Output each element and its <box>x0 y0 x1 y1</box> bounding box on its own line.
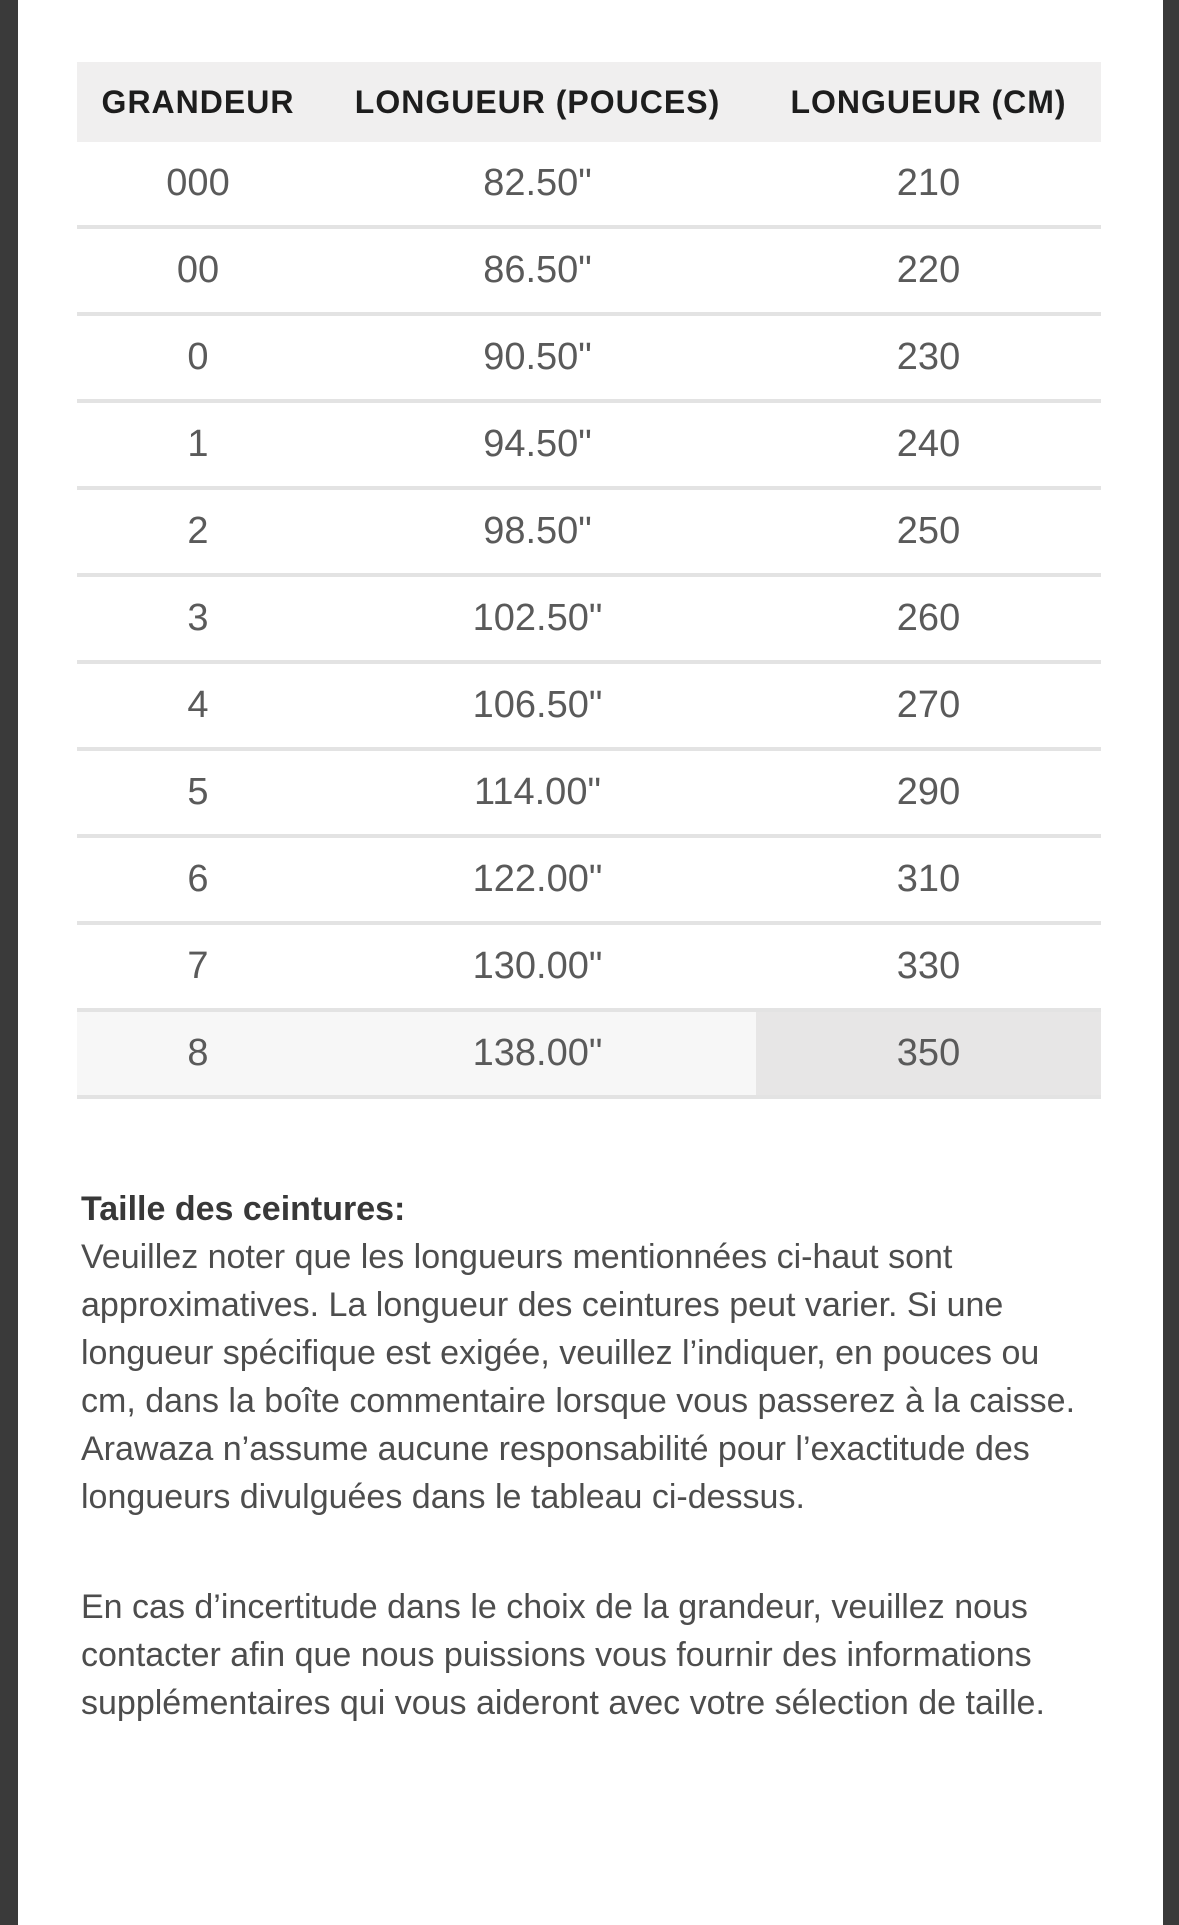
size-cell[interactable]: 240 <box>756 401 1101 488</box>
screen-edge-left <box>0 0 18 1925</box>
size-cell[interactable]: 350 <box>756 1010 1101 1097</box>
size-row-5[interactable] <box>77 749 1101 836</box>
header-row <box>77 62 1101 142</box>
size-table-body <box>77 142 1101 1097</box>
size-cell[interactable]: 82.50" <box>483 162 592 204</box>
size-cell[interactable]: 330 <box>756 923 1101 1010</box>
size-row-0[interactable] <box>77 314 1101 401</box>
size-cell[interactable]: 94.50" <box>319 401 756 488</box>
size-row-1[interactable] <box>77 401 1101 488</box>
column-header-longueur-cm: LONGUEUR (CM) <box>756 62 1101 142</box>
column-header-longueur-pouces: LONGUEUR (POUCES) <box>319 62 756 142</box>
notes-paragraph-2: En cas d’incertitude dans le choix de la grandeur, veuillez nous contacter afin que nous puissions vous fournir des informations supplémentaires qui vous aideront avec votre sélection de taille. <box>81 1588 1045 1722</box>
size-cell[interactable]: 290 <box>756 749 1101 836</box>
size-cell[interactable]: 3 <box>77 575 319 662</box>
size-cell[interactable]: 90.50" <box>319 314 756 401</box>
size-row-3[interactable] <box>77 575 1101 662</box>
size-cell[interactable]: 102.50" <box>319 575 756 662</box>
size-row-000[interactable] <box>77 142 1101 227</box>
size-cell[interactable]: 2 <box>77 488 319 575</box>
size-row-7[interactable] <box>77 923 1101 1010</box>
size-row-4[interactable] <box>77 662 1101 749</box>
screen-edge-right <box>1163 0 1179 1925</box>
size-cell[interactable]: 130.00" <box>319 923 756 1010</box>
size-cell[interactable]: 86.50" <box>319 227 756 314</box>
size-cell[interactable]: 310 <box>756 836 1101 923</box>
column-header-grandeur: GRANDEUR <box>77 62 319 142</box>
size-row-6[interactable] <box>77 836 1101 923</box>
belt-size-table <box>77 62 1101 1099</box>
size-row-00[interactable] <box>77 227 1101 314</box>
size-cell[interactable]: 220 <box>756 227 1101 314</box>
size-cell[interactable]: 270 <box>756 662 1101 749</box>
size-cell[interactable]: 260 <box>756 575 1101 662</box>
size-cell[interactable]: 230 <box>756 314 1101 401</box>
size-cell[interactable]: 4 <box>77 662 319 749</box>
size-chart-section <box>77 62 1101 1727</box>
notes-heading: Taille des ceintures: <box>81 1190 406 1228</box>
size-cell[interactable]: 138.00" <box>319 1010 756 1097</box>
size-cell[interactable]: 98.50" <box>319 488 756 575</box>
size-cell[interactable]: 114.00" <box>319 749 756 836</box>
size-cell[interactable]: 7 <box>77 923 319 1010</box>
notes-paragraph-1: Veuillez noter que les longueurs mentionnées ci-haut sont approximatives. La longueur des ceintures peut varier. Si une longueur spécifique est exigée, veuillez l’indiquer, en pouces ou cm, dans la boîte commentaire lorsque vous passerez à la caisse. Arawaza n’assume aucune responsabilité pour l’exactitude des longueurs divulguées dans le tableau ci-dessus. <box>81 1238 1076 1516</box>
size-row-2[interactable] <box>77 488 1101 575</box>
size-cell[interactable]: 210 <box>896 162 961 204</box>
size-cell[interactable]: 00 <box>77 227 319 314</box>
size-cell[interactable]: 106.50" <box>319 662 756 749</box>
notes-paragraph-1-wrap <box>81 1185 1093 1521</box>
size-cell[interactable]: 6 <box>77 836 319 923</box>
size-row-8[interactable] <box>77 1010 1101 1097</box>
size-cell[interactable]: 0 <box>77 314 319 401</box>
size-cell[interactable]: 5 <box>77 749 319 836</box>
size-cell[interactable]: 1 <box>77 401 319 488</box>
size-cell[interactable]: 000 <box>166 162 230 204</box>
size-cell[interactable]: 250 <box>756 488 1101 575</box>
size-cell[interactable]: 8 <box>77 1010 319 1097</box>
belt-size-notes <box>81 1185 1093 1727</box>
size-cell[interactable]: 122.00" <box>319 836 756 923</box>
size-table-header <box>77 62 1101 142</box>
